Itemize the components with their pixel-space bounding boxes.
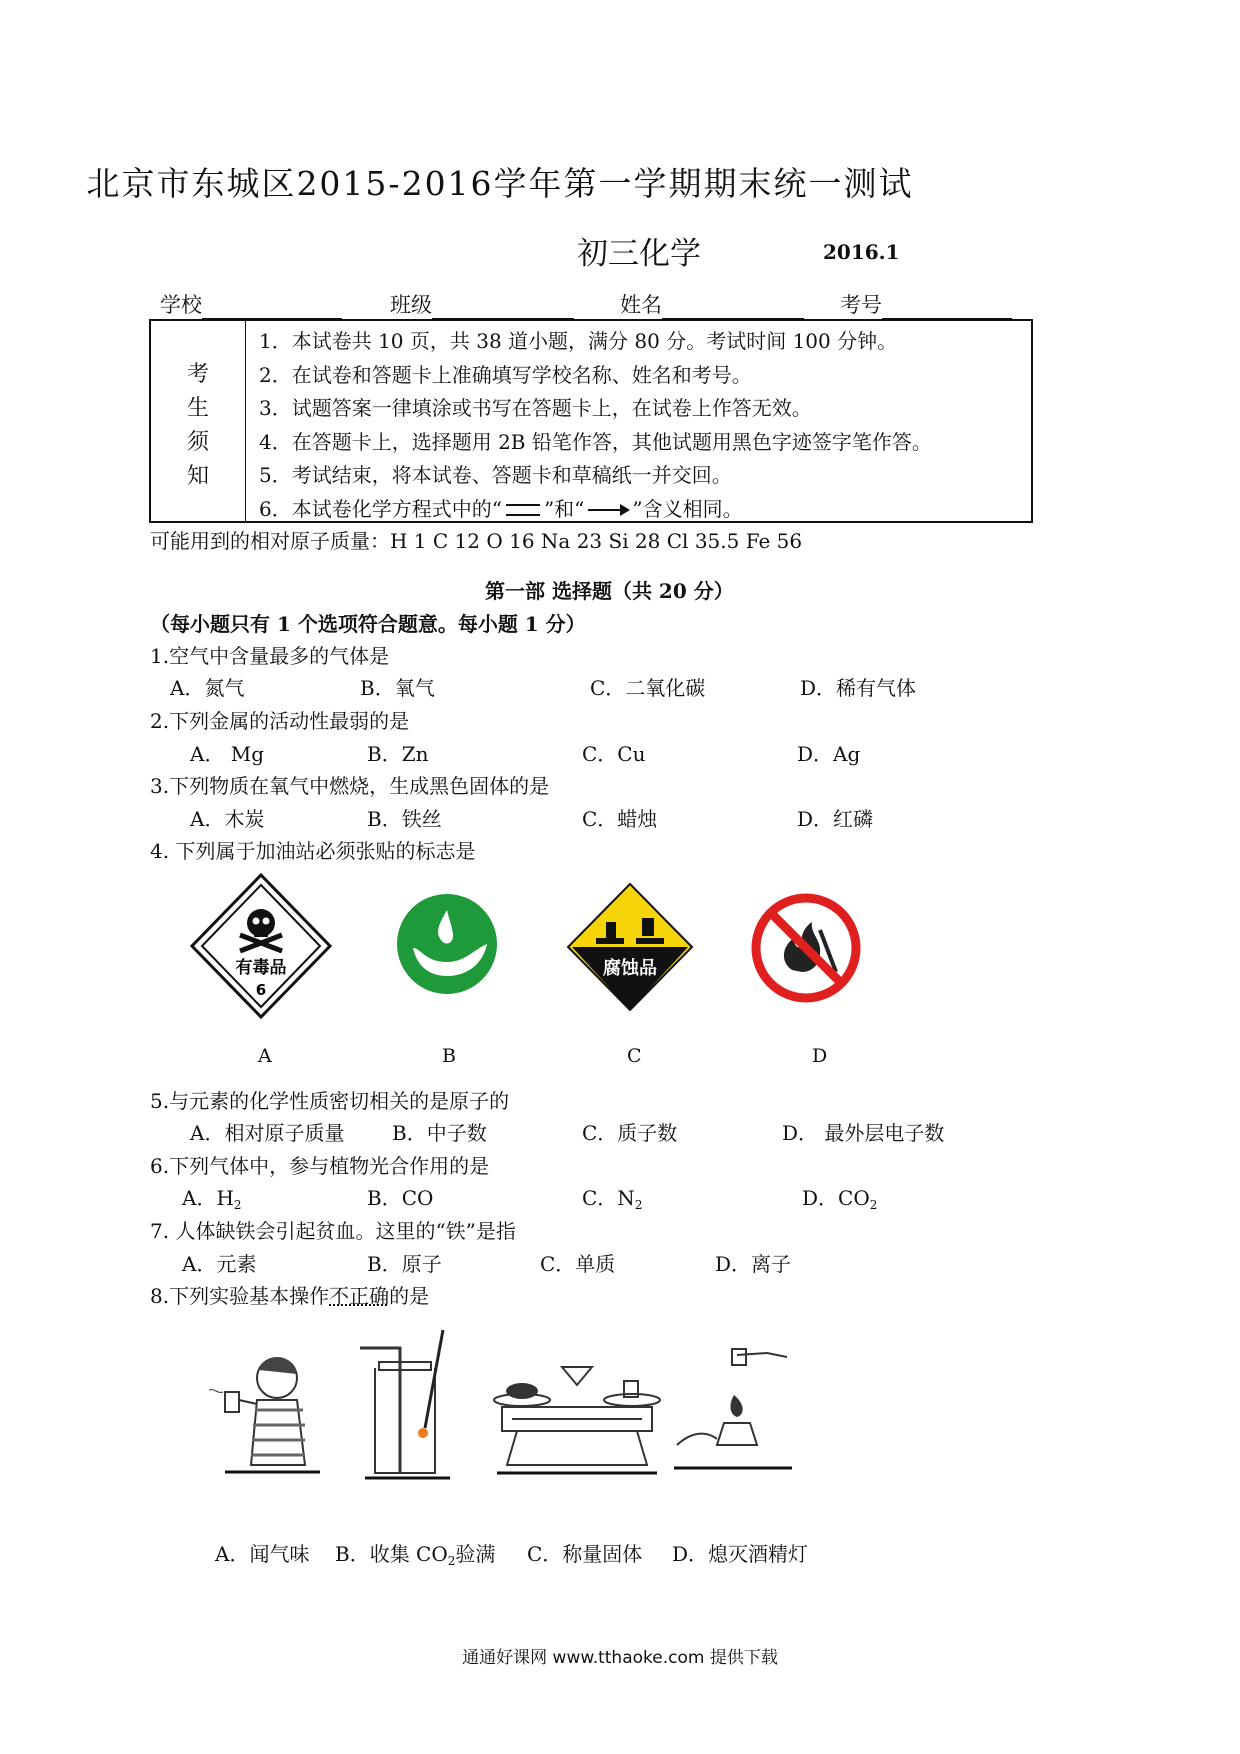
question-2-stem: 2.下列金属的活动性最弱的是	[150, 709, 410, 733]
notice-items	[259, 325, 932, 526]
q6-option-a: A．$H_2$	[182, 1186, 242, 1212]
q8-option-d: D．熄灭酒精灯	[672, 1542, 809, 1566]
notice-side-label: 考 生 须 知	[151, 321, 246, 521]
toxic-sign-icon	[190, 873, 332, 1019]
q6-option-c: C．$N_2$	[582, 1186, 643, 1212]
q3-option-d: D．红磷	[797, 807, 874, 831]
field-name: 姓名	[620, 289, 804, 319]
page-footer: 通通好课网 www.tthaoke.com 提供下载	[462, 1648, 778, 1668]
q1-option-c: C．二氧化碳	[590, 676, 706, 700]
gas-collection-illustration	[355, 1328, 455, 1483]
question-6-stem: 6.下列气体中，参与植物光合作用的是	[150, 1154, 490, 1178]
emphasis-not-correct: 不正确	[329, 1284, 390, 1308]
notice-item: 6．本试卷化学方程式中的“ ”和“ ”含义相同。	[259, 496, 743, 521]
corrosive-sign-icon	[566, 882, 694, 1012]
q1-option-b: B．氧气	[360, 676, 435, 700]
exam-number-blank[interactable]	[882, 298, 1012, 319]
alcohol-lamp-illustration	[672, 1335, 797, 1480]
toxic-sign-number: 6	[255, 981, 267, 999]
field-exam-number: 考号	[840, 289, 1012, 319]
q5-option-d: D． 最外层电子数	[782, 1121, 945, 1145]
q7-option-d: D．离子	[715, 1252, 792, 1276]
balance-scale-illustration	[492, 1345, 662, 1480]
school-blank[interactable]	[202, 298, 342, 319]
q7-option-a: A．元素	[182, 1252, 257, 1276]
equals-sign-icon	[506, 504, 540, 516]
question-1-stem: 1.空气中含量最多的气体是	[150, 644, 390, 668]
atomic-mass-line: 可能用到的相对原子质量：H 1 C 12 O 16 Na 23 Si 28 Cl 35.5 Fe 56	[150, 529, 803, 553]
q5-option-b: B．中子数	[392, 1121, 487, 1145]
part1-note: （每小题只有 1 个选项符合题意。每小题 1 分）	[150, 612, 586, 636]
name-blank[interactable]	[662, 298, 804, 319]
q6-option-d: D．$CO_2$	[802, 1186, 878, 1212]
exam-notice-box	[149, 319, 1033, 523]
notice-item: 3．试题答案一律填涂或书写在答题卡上，在试卷上作答无效。	[259, 396, 812, 420]
part1-heading: 第一部 选择题（共 20 分）	[485, 579, 734, 603]
sign-label-a: A	[258, 1045, 272, 1067]
sign-label-d: D	[812, 1045, 828, 1067]
q2-option-b: B．Zn	[367, 742, 429, 766]
water-drop-sign-icon	[395, 892, 499, 996]
class-blank[interactable]	[432, 298, 574, 319]
exam-title: 北京市东城区2015-2016学年第一学期期末统一测试	[86, 164, 914, 203]
q3-option-a: A．木炭	[190, 807, 265, 831]
field-class: 班级	[390, 289, 574, 319]
exam-subject: 初三化学	[577, 236, 701, 272]
q5-option-c: C．质子数	[582, 1121, 678, 1145]
smelling-gas-illustration	[205, 1330, 325, 1480]
no-fire-sign-icon	[750, 892, 862, 1004]
sign-label-b: B	[442, 1045, 456, 1067]
question-3-stem: 3.下列物质在氧气中燃烧，生成黑色固体的是	[150, 774, 550, 798]
q1-option-d: D．稀有气体	[800, 676, 917, 700]
q5-option-a: A．相对原子质量	[190, 1121, 345, 1145]
sign-label-c: C	[627, 1045, 642, 1067]
toxic-sign-text: 有毒品	[235, 958, 287, 978]
q2-option-a: A． Mg	[190, 742, 265, 766]
q7-option-b: B．原子	[367, 1252, 442, 1276]
q7-option-c: C．单质	[540, 1252, 616, 1276]
q6-option-b: B．CO	[367, 1186, 434, 1210]
q8-option-b: B．收集 $CO_2$验满	[335, 1542, 496, 1568]
question-4-stem: 4. 下列属于加油站必须张贴的标志是	[150, 839, 476, 863]
right-arrow-icon	[588, 509, 628, 511]
question-8-stem: 8.下列实验基本操作不正确的是	[150, 1284, 430, 1308]
notice-item: 4．在答题卡上，选择题用 2B 铅笔作答，其他试题用黑色字迹签字笔作答。	[259, 429, 932, 454]
question-5-stem: 5.与元素的化学性质密切相关的是原子的	[150, 1089, 510, 1113]
field-school: 学校	[160, 289, 342, 319]
q8-option-c: C．称量固体	[527, 1542, 643, 1566]
q8-option-a: A．闻气味	[215, 1542, 310, 1566]
notice-item: 5．考试结束，将本试卷、答题卡和草稿纸一并交回。	[259, 463, 732, 487]
q3-option-b: B．铁丝	[367, 807, 442, 831]
question-7-stem: 7. 人体缺铁会引起贫血。这里的“铁”是指	[150, 1219, 516, 1243]
q2-option-c: C．Cu	[582, 742, 646, 766]
exam-date: 2016.1	[823, 240, 900, 264]
corrosive-sign-text: 腐蚀品	[603, 958, 657, 979]
q3-option-c: C．蜡烛	[582, 807, 658, 831]
notice-item: 2．在试卷和答题卡上准确填写学校名称、姓名和考号。	[259, 362, 752, 387]
notice-item: 1．本试卷共 10 页，共 38 道小题，满分 80 分。考试时间 100 分钟。	[259, 329, 898, 353]
q2-option-d: D．Ag	[797, 742, 861, 766]
q1-option-a: A．氮气	[170, 676, 245, 700]
